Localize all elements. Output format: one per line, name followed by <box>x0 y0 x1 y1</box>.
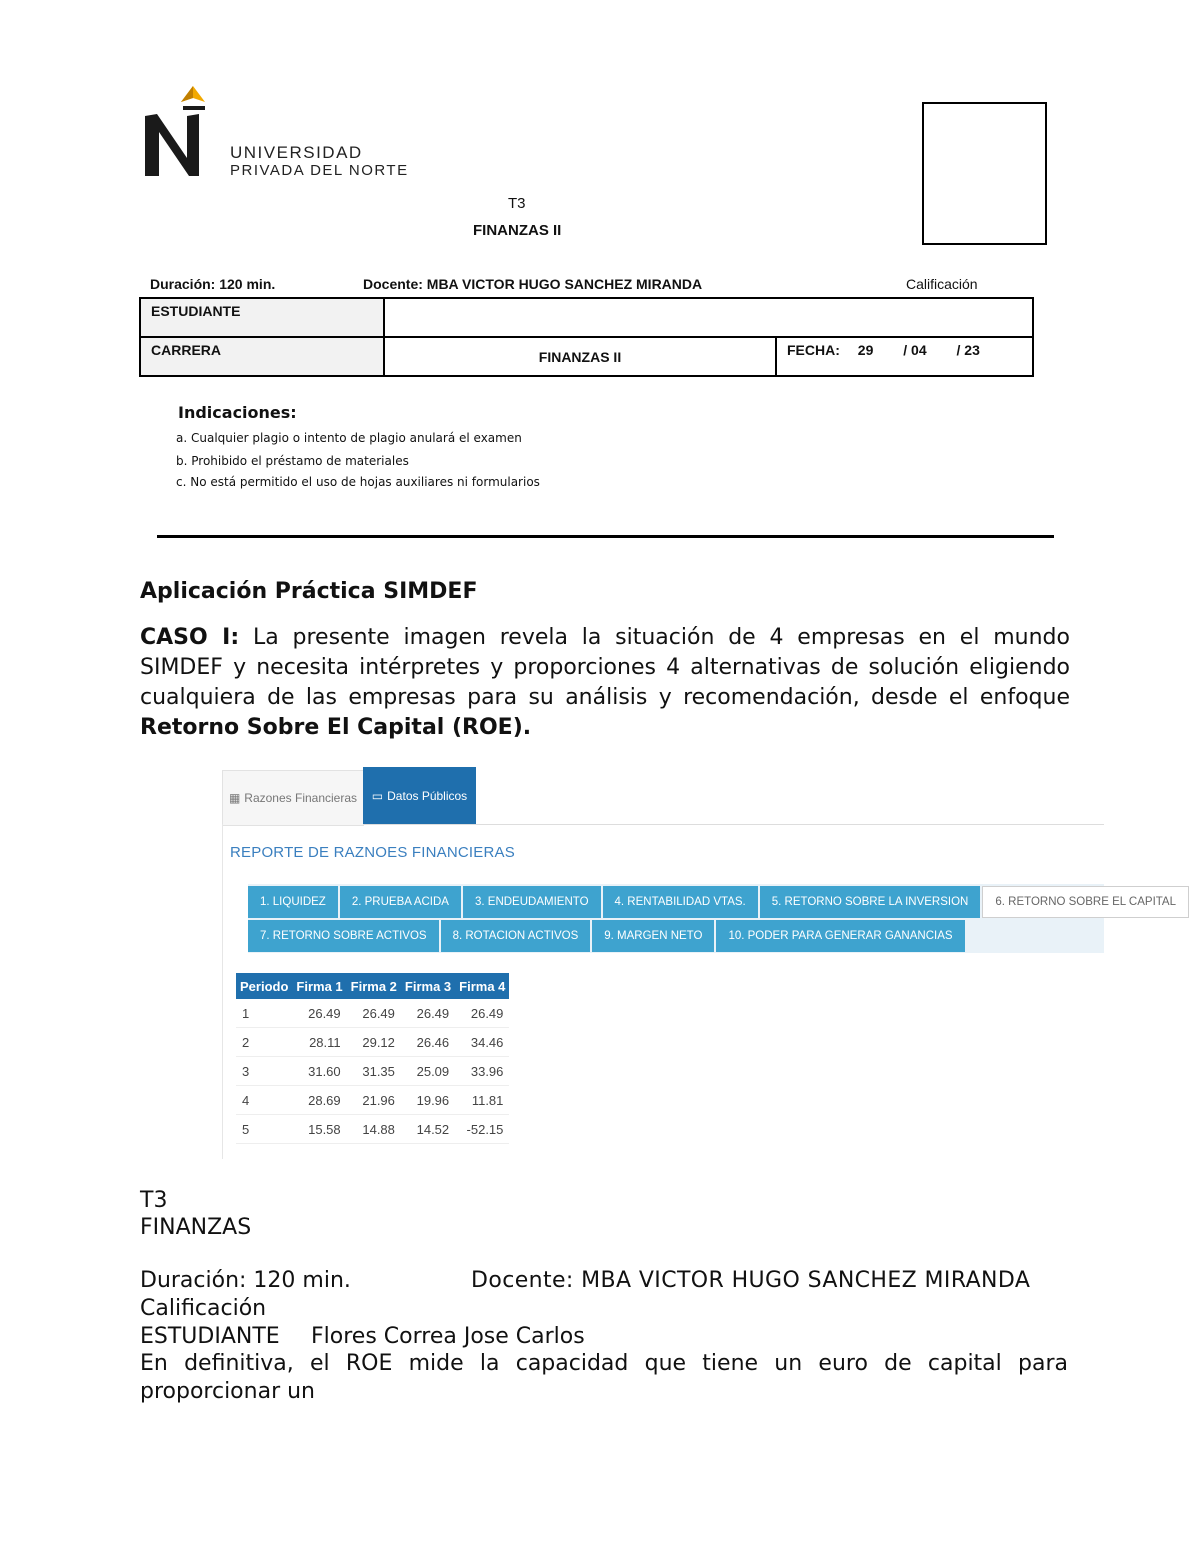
duration-label: Duración: 120 min. <box>150 276 276 292</box>
case-label: CASO I: <box>140 625 240 650</box>
table-header-row <box>236 973 509 999</box>
table-row <box>236 999 509 1028</box>
cell: 34.46 <box>455 1028 509 1057</box>
cell: 28.69 <box>292 1086 346 1115</box>
tab-label: Razones Financieras <box>244 791 358 805</box>
cell: 31.60 <box>292 1057 346 1086</box>
col-header: Firma 3 <box>401 973 455 999</box>
ratio-tab-retorno-inversion[interactable]: 5. RETORNO SOBRE LA INVERSION <box>760 886 983 918</box>
date-day: 29 <box>857 342 874 358</box>
date-cell <box>776 337 1033 376</box>
col-header: Firma 4 <box>455 973 509 999</box>
col-header: Firma 1 <box>292 973 346 999</box>
teacher-label: Docente: MBA VICTOR HUGO SANCHEZ MIRANDA <box>363 276 703 292</box>
university-logo-icon <box>143 84 209 180</box>
career-value: FINANZAS II <box>384 337 776 376</box>
university-name-line1: UNIVERSIDAD <box>230 143 363 162</box>
footer-teacher: Docente: MBA VICTOR HUGO SANCHEZ MIRANDA <box>471 1268 1031 1293</box>
ratio-tab-retorno-activos[interactable]: 7. RETORNO SOBRE ACTIVOS <box>248 920 441 952</box>
instructions-title: Indicaciones: <box>178 403 297 422</box>
cell: 26.49 <box>292 999 346 1028</box>
date-label: FECHA: <box>787 342 840 358</box>
cell: 15.58 <box>292 1115 346 1144</box>
career-label: CARRERA <box>140 337 384 376</box>
cell: 31.35 <box>347 1057 401 1086</box>
cell: 14.88 <box>347 1115 401 1144</box>
student-info-table <box>139 297 1034 377</box>
cell: 11.81 <box>455 1086 509 1115</box>
cell: 26.46 <box>401 1028 455 1057</box>
cell: 19.96 <box>401 1086 455 1115</box>
cell: 29.12 <box>347 1028 401 1057</box>
cell: 3 <box>236 1057 292 1086</box>
footer-student-name: Flores Correa Jose Carlos <box>311 1324 585 1349</box>
cell: 26.49 <box>347 999 401 1028</box>
cell: 26.49 <box>455 999 509 1028</box>
instruction-item: a. Cualquier plagio o intento de plagio anulará el examen <box>176 431 522 445</box>
university-name-line2: PRIVADA DEL NORTE <box>230 162 409 179</box>
table-row <box>236 1028 509 1057</box>
ratio-tab-prueba-acida[interactable]: 2. PRUEBA ACIDA <box>340 886 463 918</box>
cell: 5 <box>236 1115 292 1144</box>
table-row <box>236 1057 509 1086</box>
separator-rule <box>157 535 1054 538</box>
table-row <box>236 1115 509 1144</box>
tab-razones-financieras[interactable] <box>222 770 364 826</box>
report-title: REPORTE DE RAZNOES FINANCIERAS <box>230 844 515 861</box>
grade-label: Calificación <box>906 276 978 292</box>
case-paragraph <box>140 623 1070 743</box>
instruction-item: b. Prohibido el préstamo de materiales <box>176 454 409 468</box>
ratio-tab-endeudamiento[interactable]: 3. ENDEUDAMIENTO <box>463 886 603 918</box>
roe-table <box>236 973 509 1144</box>
date-month: / 04 <box>903 342 927 358</box>
cell: 2 <box>236 1028 292 1057</box>
cell: 28.11 <box>292 1028 346 1057</box>
ratio-tabs-row1 <box>248 886 1189 918</box>
cell: 14.52 <box>401 1115 455 1144</box>
case-text: La presente imagen revela la situación de 4 empresas en el mundo SIMDEF y necesita intérpretes y proporciones 4 alternativas de solución eligiendo cualquiera de las empresas para su análisis y recomendación, desde el enfoque <box>140 625 1070 710</box>
tab-datos-publicos[interactable] <box>363 767 476 824</box>
col-header: Firma 2 <box>347 973 401 999</box>
student-label: ESTUDIANTE <box>140 298 384 337</box>
cell: 33.96 <box>455 1057 509 1086</box>
instruction-item: c. No está permitido el uso de hojas auxiliares ni formularios <box>176 475 540 489</box>
monitor-icon: ▭ <box>371 788 384 803</box>
ratio-tab-rentabilidad-vtas[interactable]: 4. RENTABILIDAD VTAS. <box>603 886 760 918</box>
col-header: Periodo <box>236 973 292 999</box>
cell: 25.09 <box>401 1057 455 1086</box>
ratio-tabs <box>248 884 1177 953</box>
tab-label: Datos Públicos <box>387 788 468 803</box>
cell: -52.15 <box>455 1115 509 1144</box>
section-title: Aplicación Práctica SIMDEF <box>140 579 478 604</box>
exam-code: T3 <box>508 195 526 212</box>
panel-border <box>222 824 223 1159</box>
footer-exam-code: T3 <box>140 1188 168 1213</box>
cell: 4 <box>236 1086 292 1115</box>
student-field[interactable] <box>384 298 1033 337</box>
table-row <box>236 1086 509 1115</box>
ratio-tab-liquidez[interactable]: 1. LIQUIDEZ <box>248 886 340 918</box>
cell: 1 <box>236 999 292 1028</box>
footer-student-label: ESTUDIANTE <box>140 1324 280 1349</box>
course-title: FINANZAS II <box>473 222 562 239</box>
case-focus: Retorno Sobre El Capital (ROE). <box>140 715 532 740</box>
ratio-tab-rotacion-activos[interactable]: 8. ROTACION ACTIVOS <box>441 920 593 952</box>
footer-duration: Duración: 120 min. <box>140 1268 351 1293</box>
photo-box <box>922 102 1047 245</box>
footer-course: FINANZAS <box>140 1215 252 1240</box>
calculator-icon: ▦ <box>228 791 241 805</box>
footer-paragraph: En definitiva, el ROE mide la capacidad que tiene un euro de capital para proporcionar un <box>140 1351 1068 1404</box>
ratio-tab-poder-ganancias[interactable]: 10. PODER PARA GENERAR GANANCIAS <box>716 920 966 952</box>
cell: 21.96 <box>347 1086 401 1115</box>
footer-grade: Calificación <box>140 1296 267 1321</box>
date-year: / 23 <box>956 342 980 358</box>
cell: 26.49 <box>401 999 455 1028</box>
ratio-tab-retorno-capital[interactable]: 6. RETORNO SOBRE EL CAPITAL <box>982 886 1189 918</box>
simdef-screenshot <box>222 764 1177 1159</box>
screenshot-tabbar <box>222 764 1104 825</box>
ratio-tabs-row2 <box>248 920 967 952</box>
ratio-tab-margen-neto[interactable]: 9. MARGEN NETO <box>592 920 716 952</box>
